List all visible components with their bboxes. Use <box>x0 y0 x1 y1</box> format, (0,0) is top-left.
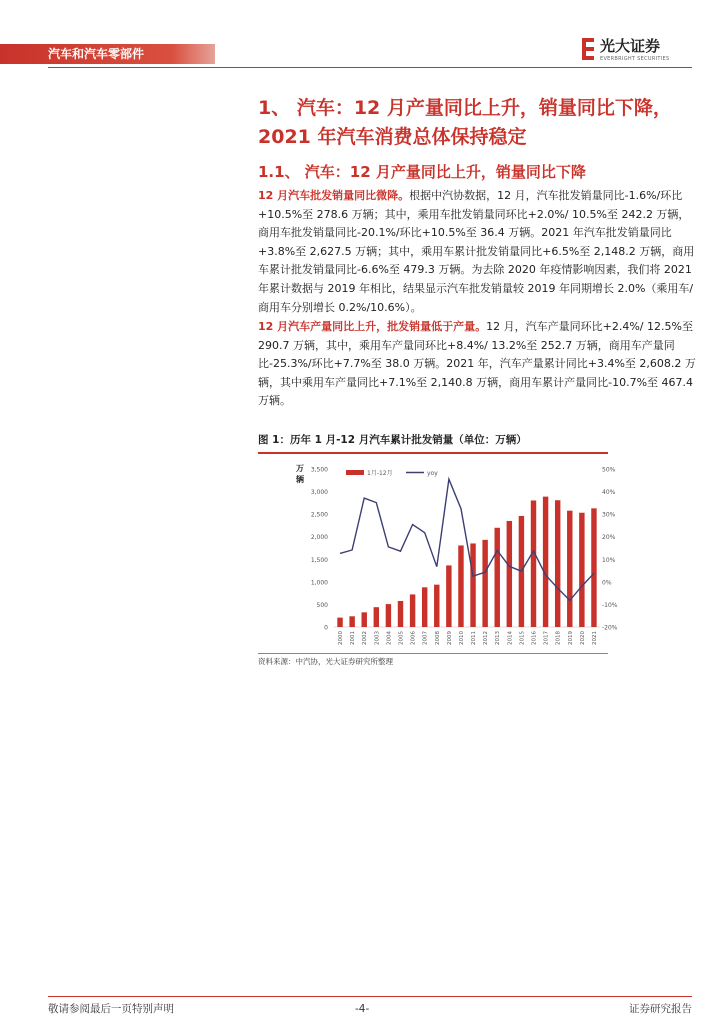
paragraph-sales-body: 根据中汽协数据，12 月，汽车批发销量同比-1.6%/环比+10.5%至 278.6 万辆；其中，乘用车批发销量同环比+2.0%/ 10.5%至 242.2 万辆，商用车批发销量同比-20.1%/环比+10.5%至 36.4 万辆。2021 年汽车批发销量同比+3.8%至 2,627.5 万辆；其中，乘用车累计批发销量同比+6.5%至 2,148.2 万辆，商用车累计批发销量同比-6.6%至 479.3 万辆。为去除 2020 年疫情影响因素，我们将 2021 年累计数据与 2019 年相比，结果显示汽车批发销量较 2019 年同期增长 2.0%（乘用车/商用车分别增长 0.2%/10.6%）。 <box>258 189 695 314</box>
chart-bar <box>482 540 487 627</box>
y2-tick-label: 50% <box>602 466 616 474</box>
x-tick-label: 2021 <box>591 631 598 645</box>
subsection-heading: 1.1、 汽车：12 月产量同比上升，销量同比下降 <box>258 163 586 181</box>
paragraph-sales <box>258 187 698 317</box>
chart-bar <box>531 500 536 627</box>
chart-bar <box>579 513 584 627</box>
y-tick-label: 1,500 <box>310 556 328 564</box>
y-tick-label: 2,000 <box>310 534 328 542</box>
y-tick-label: 1,000 <box>310 579 328 587</box>
footer-report-type: 证券研究报告 <box>629 1003 692 1015</box>
y-axis-unit: 辆 <box>296 475 304 484</box>
y2-tick-label: 30% <box>602 511 616 519</box>
y2-tick-label: 10% <box>602 556 616 564</box>
chart-bar <box>591 508 596 627</box>
x-tick-label: 2004 <box>386 631 393 645</box>
chart-container <box>258 455 618 651</box>
x-tick-label: 2002 <box>362 631 369 645</box>
x-tick-label: 2005 <box>398 631 405 645</box>
y-tick-label: 2,500 <box>310 511 328 519</box>
paragraph-production-lead: 12 月汽车产量同比上升，批发销量低于产量。 <box>258 320 487 333</box>
x-tick-label: 2007 <box>422 631 429 645</box>
x-tick-label: 2018 <box>555 631 562 645</box>
y2-tick-label: 20% <box>602 534 616 542</box>
chart-bar <box>362 612 367 627</box>
chart-bar <box>555 500 560 627</box>
chart-svg <box>258 455 618 651</box>
legend-label-bars: 1月-12月 <box>367 470 393 477</box>
y2-tick-label: 0% <box>602 579 612 587</box>
x-tick-label: 2020 <box>579 631 586 645</box>
chart-bar <box>374 607 379 627</box>
y-axis-unit: 万 <box>296 464 304 473</box>
x-tick-label: 2015 <box>519 631 526 645</box>
x-tick-label: 2010 <box>458 631 465 645</box>
x-tick-label: 2003 <box>374 631 381 645</box>
chart-bar <box>349 616 354 627</box>
brand-logo-subtext: EVERBRIGHT SECURITIES <box>600 56 670 62</box>
figure-top-rule <box>258 452 608 454</box>
x-tick-label: 2013 <box>495 631 502 645</box>
page-number: -4- <box>355 1003 370 1015</box>
y2-tick-label: -10% <box>602 601 618 609</box>
chart-bar <box>495 528 500 627</box>
x-tick-label: 2009 <box>446 631 453 645</box>
y-tick-label: 0 <box>324 624 328 632</box>
header-section-label: 汽车和汽车零部件 <box>48 47 145 61</box>
paragraph-production-body: 12 月，汽车产量同环比+2.4%/ 12.5%至 290.7 万辆，其中，乘用车产量同环比+8.4%/ 13.2%至 252.7 万辆，商用车产量同比-25.3%/环比+7.7%至 38.0 万辆。2021 年，汽车产量累计同比+3.4%至 2,608.2 万辆，其中乘用车产量同比+7.1%至 2,140.8 万辆，商用车累计产量同比-10.7%至 467.4 万辆。 <box>258 320 696 408</box>
chart-bar <box>410 594 415 627</box>
section-heading: 1、 汽车：12 月产量同比上升，销量同比下降，2021 年汽车消费总体保持稳定 <box>258 97 672 148</box>
figure-source: 资料来源：中汽协，光大证券研究所整理 <box>258 657 393 666</box>
chart-bar <box>337 618 342 627</box>
y-tick-label: 500 <box>316 601 328 609</box>
footer-divider <box>48 996 692 997</box>
legend-label-line: yoy <box>427 470 438 477</box>
chart-bar <box>543 497 548 627</box>
brand-logo <box>582 36 692 66</box>
x-tick-label: 2016 <box>531 631 538 645</box>
y2-tick-label: -20% <box>602 624 618 632</box>
legend-swatch-bars <box>346 470 364 475</box>
x-tick-label: 2014 <box>507 631 514 645</box>
x-tick-label: 2000 <box>338 631 345 645</box>
paragraph-production <box>258 318 698 411</box>
chart-bar <box>386 604 391 627</box>
figure-bottom-rule <box>258 653 608 654</box>
x-tick-label: 2017 <box>543 631 550 645</box>
x-tick-label: 2006 <box>410 631 417 645</box>
figure-title: 图 1：历年 1 月-12 月汽车累计批发销量（单位：万辆） <box>258 434 527 446</box>
x-tick-label: 2012 <box>483 631 490 645</box>
y-tick-label: 3,000 <box>310 489 328 497</box>
header-divider <box>48 67 692 68</box>
chart-bar <box>434 585 439 627</box>
chart-bar <box>470 543 475 627</box>
x-tick-label: 2008 <box>434 631 441 645</box>
chart-bar <box>567 511 572 627</box>
chart-bar <box>398 601 403 627</box>
chart-bar <box>458 545 463 627</box>
footer-disclaimer: 敬请参阅最后一页特别声明 <box>48 1003 174 1015</box>
brand-logo-icon <box>582 38 594 60</box>
brand-logo-text: 光大证券 <box>600 37 661 55</box>
chart-bar <box>422 587 427 627</box>
y2-tick-label: 40% <box>602 489 616 497</box>
chart-bar <box>507 521 512 627</box>
paragraph-sales-lead: 12 月汽车批发销量同比微降。 <box>258 189 410 202</box>
x-tick-label: 2011 <box>471 631 478 645</box>
y-tick-label: 3,500 <box>310 466 328 474</box>
x-tick-label: 2001 <box>350 631 357 645</box>
chart-bar <box>446 565 451 627</box>
x-tick-label: 2019 <box>567 631 574 645</box>
